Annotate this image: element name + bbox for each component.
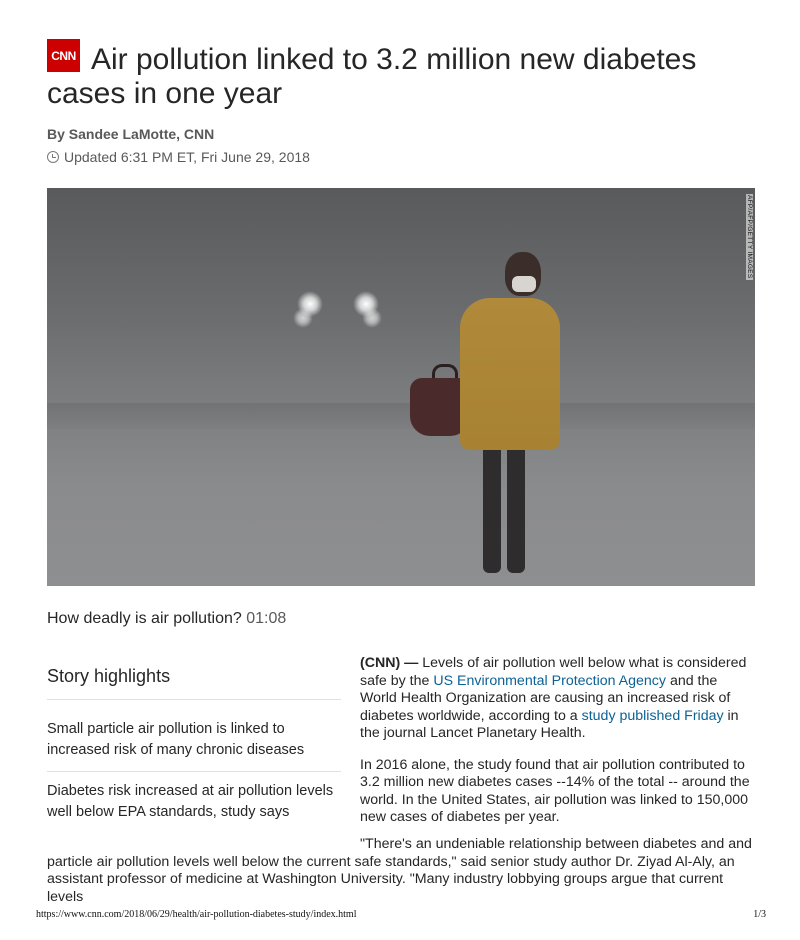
video-caption[interactable] (47, 610, 286, 628)
story-highlights (47, 666, 341, 833)
highlight-item: Small particle air pollution is linked to increased risk of many chronic diseases (47, 710, 341, 772)
headlight-low-left (293, 308, 313, 328)
dateline: (CNN) — (360, 655, 419, 671)
paragraph-1 (360, 655, 756, 743)
hero-photo[interactable] (47, 188, 755, 586)
paragraph-3-text: "There's an undeniable relationship between diabetes and and particle air pollution levels well below the current safe standards," said senior study author Dr. Ziyad Al-Aly, an assistant professor of medicine at Washington University. "Many industry lobbying groups argue that current levels (47, 836, 752, 905)
epa-link[interactable]: US Environmental Protection Agency (433, 672, 666, 689)
study-link[interactable]: study published Friday (581, 707, 724, 724)
updated-text: Updated 6:31 PM ET, Fri June 29, 2018 (64, 149, 310, 165)
updated-timestamp (47, 149, 310, 165)
photo-credit: AFP/AFP/GETTY IMAGES (746, 195, 753, 279)
article-body-column (360, 655, 756, 841)
article-body-full (47, 836, 757, 906)
p1-text-a: Levels of air pollution well below what is considered safe by the (360, 655, 747, 689)
print-page-number: 1/3 (753, 909, 766, 920)
byline: By Sandee LaMotte, CNN (47, 126, 215, 142)
person-leg-left (483, 443, 501, 573)
article-title: Air pollution linked to 3.2 million new diabetes cases in one year (47, 43, 697, 110)
paragraph-2: In 2016 alone, the study found that air pollution contributed to 3.2 million new diabetes cases --14% of the total -- around the world. In the United States, air pollution was linked to 150,000 new cases of diabetes per year. (360, 756, 750, 825)
highlight-item: Diabetes risk increased at air pollution levels well below EPA standards, study says (47, 783, 334, 820)
person-coat (460, 298, 560, 450)
photo-skyline (47, 403, 755, 429)
person-leg-right (507, 443, 525, 573)
p1-text-c: in the journal Lancet Planetary Health. (360, 707, 739, 741)
headlight-low-right (362, 308, 382, 328)
print-footer-url: https://www.cnn.com/2018/06/29/health/air-pollution-diabetes-study/index.html (36, 909, 357, 920)
clock-icon (47, 151, 59, 163)
p1-text-b: and the World Health Organization are causing an increased risk of diabetes worldwide, according to a (360, 672, 731, 724)
video-title: How deadly is air pollution? (47, 610, 242, 627)
cnn-logo-text: CNN (51, 48, 76, 63)
highlights-heading: Story highlights (47, 666, 341, 700)
face-mask (512, 276, 536, 292)
paragraph-3 (47, 836, 757, 906)
video-duration: 01:08 (246, 610, 287, 627)
